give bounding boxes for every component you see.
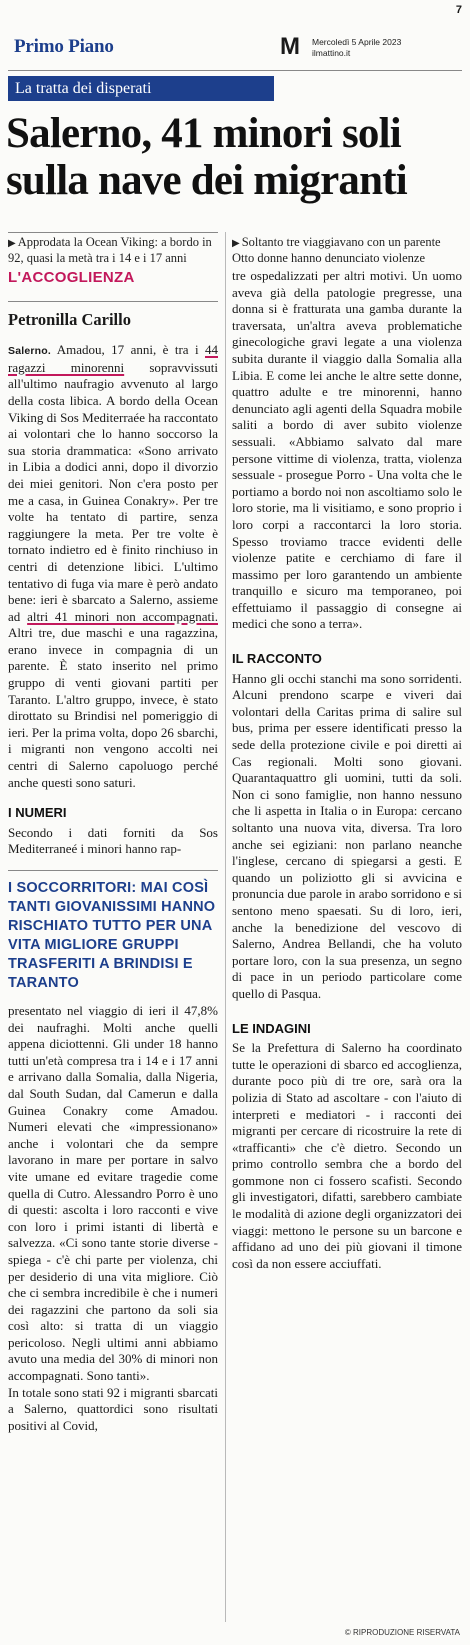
article-paragraph: Se la Prefettura di Salerno ha coordinato tutte le operazioni di sbarco ed accoglienza, durante poco più di tre ore, sarà ora la polizia di Stato ad ascoltare - con l'aiuto di interpreti e mediatori - i racconti dei migranti per cercare di ricostruire la rete di «trafficanti» che c'è dietro. Secondo un primo controllo sembra che a bordo del gommone non ci fossero scafisti. Secondo gli investigatori, difatti, sarebbero cambiate le modalità di azione degli organizzatori dei viaggi: mettono le persone su un barcone e affidano ad uno dei più giovani il timone così da non essere acciuffati. (232, 1040, 462, 1271)
subhead-racconto: IL RACCONTO (232, 651, 322, 667)
publication-site: ilmattino.it (312, 48, 351, 58)
subhead-numeri: I NUMERI (8, 805, 67, 821)
section-name: Primo Piano (14, 36, 114, 57)
article-paragraph: Hanno gli occhi stanchi ma sono sorridenti. Alcuni prendono scarpe e viveri dai volontari della Caritas prima di salire sul bus, prima per essere identificati presso la sede della protezione civile e poi diretti ai Cas regionali. Molti sono giovani. Quarantaquattro gli uomini, tutti da soli. Non ci sono famiglie, non hanno nessuno che li aspetta in Italia o in Europa: cercano soltanto una nuova vita, diversa. Tra loro anche sei egiziani: non parlano neanche l'inglese, cercano di spiegarsi a gesti. E quando un poliziotto gli si avvicina e pronuncia due parole in arabo sorridono e si sentono meno spaesati. Su di loro, ieri, anche la benedizione del vescovo di Salerno, Andrea Bellandi, che ha voluto portare loro, con la sua presenza, un segno di pace in un periodo particolare come quello di Pasqua. (232, 670, 462, 1001)
page-number: 7 (455, 4, 462, 16)
summary-left-text: Approdata la Ocean Viking: a bordo in 92, quasi la metà tra i 14 e i 17 anni (8, 235, 212, 265)
topic-label: L'ACCOGLIENZA (8, 269, 135, 286)
column-divider (225, 232, 226, 1622)
header-rule (8, 70, 462, 71)
article-paragraph (8, 342, 218, 791)
publication-info (312, 37, 401, 59)
article-column-left (8, 268, 218, 1617)
article-paragraph: presentato nel viaggio di ieri il 47,8% dei naufraghi. Molti anche quelli appena diciottenni. Gli under 18 hanno tutti un'età compresa tra i 14 e i 17 anni e arrivano dalla Somalia, dalla Nigeria, dal South Sudan, dal Camerun e dalla Guinea Conakry come Amadou. Numeri elevati che «impressionano» anche i volontari che da sempre lavorano in mare per portare in salvo vite umane ed evitare tragedie come quella di Cutro. Alessandro Porro è uno di questi: ascolta i loro racconti e vive con loro i primi istanti di libertà e salvezza. «Ci sono tante storie diverse - spiega - c'è chi parte per violenza, chi per desiderio di una vita migliore. Ciò che ci sembra incredibile è che i numeri dei ragazzini che partono da soli sia così alto: si tratta di un viaggio pericoloso. Negli ultimi anni abbiamo avuto una media del 30% di minori non accompagnati. Sono tanti». (8, 1003, 218, 1384)
topic-rule (8, 301, 218, 302)
copyright-notice: © RIPRODUZIONE RISERVATA (344, 1628, 460, 1637)
highlighted-text: 44 ragazzi minorenni (8, 342, 218, 375)
headline: Salerno, 41 minori soli sulla nave dei migranti (6, 110, 407, 204)
masthead (14, 33, 460, 62)
summary-right (232, 235, 462, 266)
arrow-right-icon: ▶ (232, 238, 240, 249)
summary-left (8, 235, 230, 266)
byline: Petronilla Carillo (8, 309, 131, 329)
subhead-indagini: LE INDAGINI (232, 1020, 311, 1036)
arrow-right-icon: ▶ (8, 238, 16, 249)
summary-rule (8, 232, 218, 233)
dateline: Salerno. (8, 345, 52, 358)
article-paragraph: In totale sono stati 92 i migranti sbarcati a Salerno, quattordici sono risultati positivi al Covid, (8, 1384, 218, 1433)
paragraph-text: sopravvissuti all'ultimo naufragio avvenuto al largo della costa libica. A bordo della Ocean Viking di Sos Mediterraée ha raccontato ai volontari che lo hanno soccorso la sua storia drammatica: «Sono arrivato in Libia a dodici anni, dopo il divorzio dei miei genitori. Non c'era posto per me a casa, in Guinea Conakry». Per tre volte ha tentato di partire, senza raggiungere la meta. Per tre volte è tornato indietro ed è finito rinchiuso in centri di detenzione libici. L'ultimo tentativo di fuga via mare è però andato bene: ieri è sbarcato a Salerno, assieme ad (8, 359, 218, 624)
paragraph-text: Amadou, 17 anni, è tra i (56, 342, 199, 358)
summary-right-text: Soltanto tre viaggiavano con un parente Otto donne hanno denunciato violenze (232, 235, 441, 265)
article-paragraph: tre ospedalizzati per altri motivi. Un uomo aveva già della patologie pregresse, una donna si è fratturata una gamba durante la traversata, un'altra aveva problematiche ginecologiche gravi legate a una violenza subita durante il viaggio dalla Somalia alla Libia. E come lei anche le altre sette donne, quattro adulte e tre minorenni, hanno denunciato agli agenti della Squadra mobile saliti a bordo di aver subito violenze sessuali. «Abbiamo salvato dal mare persone vittime di violenza, tratta, violenza sessuale - prosegue Porro - Una volta che le portiamo a bordo noi non ascoltiamo solo le loro storie, ma li visitiamo, e sono proprio i loro corpi a raccontarci la loro storia. Spesso troviamo tracce evidenti delle violenze patite e cerchiamo di fare il massimo per loro garantendo un ambiente tranquillo e sicuro ma temporaneo, poi effettuiamo il passaggio di consegne ai medici che sono a terra». (232, 268, 462, 632)
newspaper-logo: M (280, 33, 300, 60)
article-paragraph: Secondo i dati forniti da Sos Mediterraneé i minori hanno rap- (8, 824, 218, 857)
article-column-right (232, 268, 462, 1617)
publication-date: Mercoledì 5 Aprile 2023 (312, 37, 402, 47)
highlighted-text: altri 41 minori non accompagnati. (27, 608, 218, 624)
pullquote: I SOCCORRITORI: MAI COSÌ TANTI GIOVANISSIMI HANNO RISCHIATO TUTTO PER UNA VITA MIGLIORE GRUPPI TRASFERITI A BRINDISI E TARANTO (8, 870, 218, 993)
kicker-bar: La tratta dei disperati (8, 76, 274, 101)
paragraph-text: Altri tre, due maschi e una ragazzina, erano invece in compagnia di un parente. È stato inserito nel primo gruppo di venti giovani partiti per Taranto. L'altro gruppo, invece, è stato dirottato su Brindisi nel pomeriggio di ieri. Per la prima volta, dopo 26 sbarchi, i migranti non vengono accolti nei centri di Salerno capoluogo perché anche questi sono saturi. (8, 625, 218, 790)
